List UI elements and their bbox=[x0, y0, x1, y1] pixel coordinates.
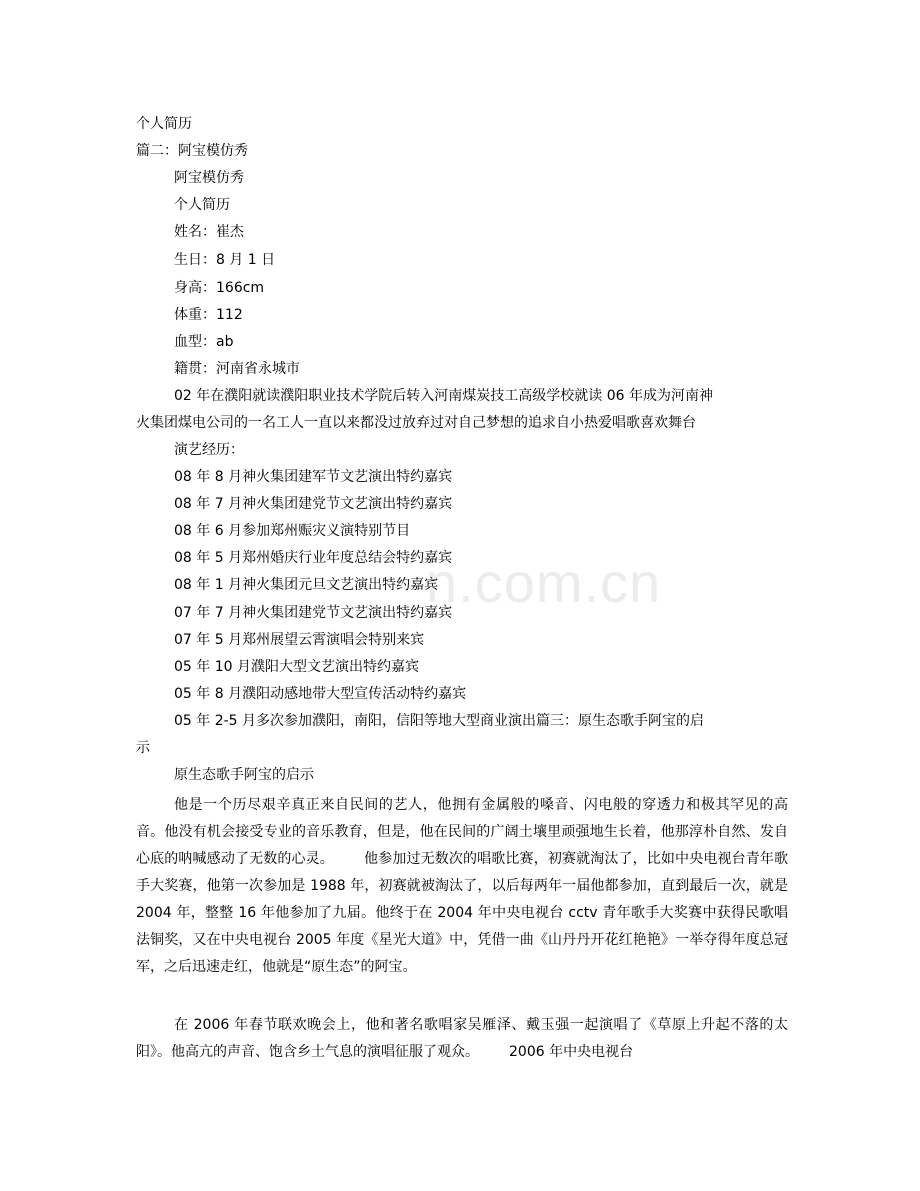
paragraph-text: 他参加过无数次的唱歌比赛，初赛就淘汰了，比如中央电视台青年歌手大奖赛，他第一次参加是 1988 年，初赛就被淘汰了，以后每两年一届他都参加，直到最后一次，就是 2004 年，整整 16 年他参加了九届。他终于在 2004 年中央电视台 cctv 青年歌手大奖赛中获得民歌唱法铜奖，又在中央电视台 2005 年度《星光大道》中，凭借一曲《山丹丹开花红艳艳》一举夺得年度总冠军，之后迅速走红，他就是“原生态”的阿宝。 bbox=[136, 851, 789, 975]
paragraph bbox=[136, 792, 788, 981]
experience-item-continued: 示 bbox=[136, 740, 150, 756]
field-hometown: 籍贯：河南省永城市 bbox=[174, 361, 300, 377]
experience-item: 08 年 1 月神火集团元旦文艺演出特约嘉宾 bbox=[174, 577, 439, 593]
experience-item: 08 年 5 月郑州婚庆行业年度总结会特约嘉宾 bbox=[174, 550, 453, 566]
bio-line: 02 年在濮阳就读濮阳职业技术学院后转入河南煤炭技工高级学校就读 06 年成为河南神 bbox=[174, 388, 713, 404]
field-height: 身高：166cm bbox=[174, 280, 265, 296]
resume-title: 个人简历 bbox=[174, 197, 230, 213]
heading-resume: 个人简历 bbox=[136, 116, 192, 132]
experience-item: 05 年 10 月濮阳大型文艺演出特约嘉宾 bbox=[174, 659, 419, 675]
experience-item: 05 年 8 月濮阳动感地带大型宣传活动特约嘉宾 bbox=[174, 686, 467, 702]
experience-item: 07 年 5 月郑州展望云霄演唱会特别来宾 bbox=[174, 632, 425, 648]
experience-item: 05 年 2-5 月多次参加濮阳，南阳，信阳等地大型商业演出篇三：原生态歌手阿宝的启 bbox=[174, 713, 705, 729]
experience-title: 演艺经历： bbox=[174, 442, 244, 458]
section2-subtitle: 阿宝模仿秀 bbox=[174, 170, 244, 186]
section2-title: 篇二：阿宝模仿秀 bbox=[136, 143, 248, 159]
paragraph-text: 他是一个历尽艰辛真正来自民间的艺人，他拥有金属般的嗓音、闪电般的穿透力和极其罕见的高音。他没有机会接受专业的音乐教育，但是，他在民间的广阔土壤里顽强地生长着，他那淳朴自然、发自心底的呐喊感动了无数的心灵。 bbox=[136, 797, 788, 867]
watermark: n.com.cn bbox=[426, 551, 662, 614]
paragraph-text: 在 2006 年春节联欢晚会上，他和著名歌唱家吴雁泽、戴玉强一起演唱了《草原上升起不落的太阳》。他高亢的声音、饱含乡土气息的演唱征服了观众。 bbox=[136, 1017, 788, 1060]
experience-item: 08 年 6 月参加郑州赈灾义演特别节目 bbox=[174, 523, 411, 539]
experience-item: 08 年 7 月神火集团建党节文艺演出特约嘉宾 bbox=[174, 496, 453, 512]
bio-line: 火集团煤电公司的一名工人一直以来都没过放弃过对自己梦想的追求自小热爱唱歌喜欢舞台 bbox=[136, 415, 696, 431]
paragraph-text: 2006 年中央电视台 bbox=[509, 1044, 634, 1060]
experience-item: 08 年 8 月神火集团建军节文艺演出特约嘉宾 bbox=[174, 469, 453, 485]
paragraph bbox=[136, 1012, 788, 1066]
field-weight: 体重：112 bbox=[174, 307, 243, 323]
field-birthday: 生日：8 月 1 日 bbox=[174, 252, 276, 268]
section3-title: 原生态歌手阿宝的启示 bbox=[174, 767, 314, 783]
field-name: 姓名：崔杰 bbox=[174, 224, 244, 240]
experience-item: 07 年 7 月神火集团建党节文艺演出特约嘉宾 bbox=[174, 605, 453, 621]
field-blood-type: 血型：ab bbox=[174, 334, 234, 350]
